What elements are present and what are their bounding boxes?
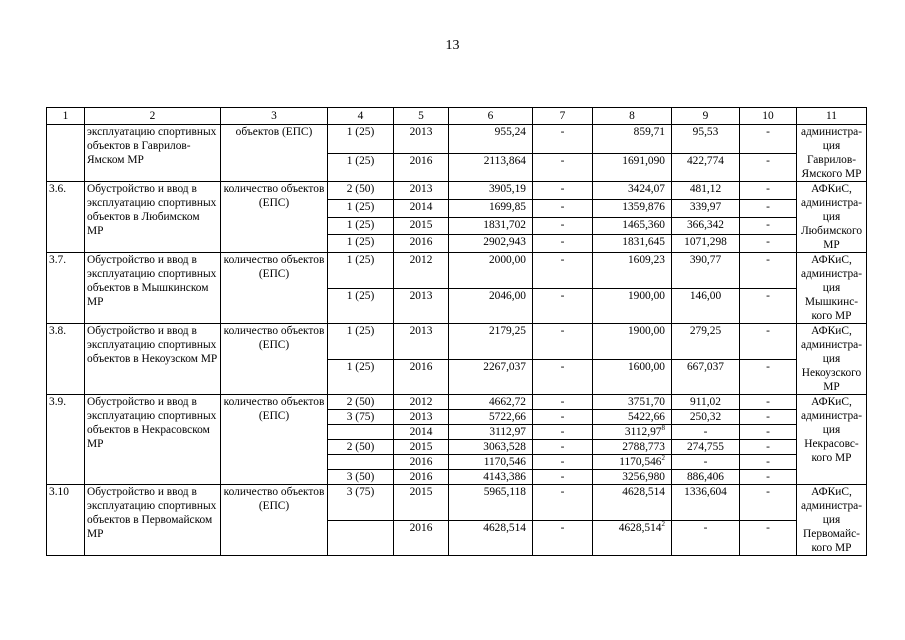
col8-cell bbox=[593, 235, 672, 253]
col9-cell: 1336,604 bbox=[672, 485, 740, 521]
col7-cell: - bbox=[533, 125, 593, 154]
quantity-cell: 1 (25) bbox=[328, 235, 394, 253]
col9-cell: - bbox=[672, 425, 740, 440]
total-cell: 2267,037 bbox=[449, 359, 533, 395]
indicator-name: количество объектов (ЕПС) bbox=[221, 253, 328, 324]
executor-cell: АФКиС, администра-ция Мышкинс-кого МР bbox=[797, 253, 867, 324]
column-number: 10 bbox=[740, 108, 797, 125]
year-cell: 2016 bbox=[394, 520, 449, 556]
col10-cell: - bbox=[740, 125, 797, 154]
col8-cell bbox=[593, 470, 672, 485]
col9-cell: 390,77 bbox=[672, 253, 740, 289]
indicator-name: количество объектов (ЕПС) bbox=[221, 485, 328, 556]
col10-cell: - bbox=[740, 440, 797, 455]
col8-value: 1600,00 bbox=[627, 360, 665, 373]
column-number: 7 bbox=[533, 108, 593, 125]
col10-cell: - bbox=[740, 217, 797, 235]
total-cell: 2179,25 bbox=[449, 324, 533, 360]
total-cell: 3112,97 bbox=[449, 425, 533, 440]
col9-cell: 274,755 bbox=[672, 440, 740, 455]
year-cell: 2013 bbox=[394, 125, 449, 154]
col8-cell bbox=[593, 182, 672, 200]
col7-cell: - bbox=[533, 199, 593, 217]
col8-cell bbox=[593, 217, 672, 235]
total-cell: 955,24 bbox=[449, 125, 533, 154]
total-cell: 1170,546 bbox=[449, 455, 533, 470]
col7-cell: - bbox=[533, 410, 593, 425]
col7-cell: - bbox=[533, 324, 593, 360]
col8-cell bbox=[593, 359, 672, 395]
col9-cell: 146,00 bbox=[672, 288, 740, 324]
quantity-cell bbox=[328, 455, 394, 470]
col7-cell: - bbox=[533, 253, 593, 289]
col9-cell: 886,406 bbox=[672, 470, 740, 485]
col8-value: 3112,97 bbox=[624, 426, 662, 438]
total-cell: 3063,528 bbox=[449, 440, 533, 455]
year-cell: 2013 bbox=[394, 324, 449, 360]
year-cell: 2012 bbox=[394, 395, 449, 410]
col8-cell bbox=[593, 253, 672, 289]
col8-value: 1609,23 bbox=[627, 254, 665, 266]
col10-cell: - bbox=[740, 470, 797, 485]
item-number: 3.6. bbox=[47, 182, 85, 253]
column-number: 3 bbox=[221, 108, 328, 125]
total-cell: 2000,00 bbox=[449, 253, 533, 289]
col8-value: 1170,546 bbox=[619, 456, 662, 468]
item-number: 3.7. bbox=[47, 253, 85, 324]
column-number: 4 bbox=[328, 108, 394, 125]
program-table bbox=[46, 107, 867, 556]
indicator-name: объектов (ЕПС) bbox=[221, 125, 328, 182]
col10-cell: - bbox=[740, 253, 797, 289]
col7-cell: - bbox=[533, 288, 593, 324]
col8-value: 1465,360 bbox=[622, 218, 665, 231]
col7-cell: - bbox=[533, 485, 593, 521]
executor-cell: АФКиС, администра-ция Любимского МР bbox=[797, 182, 867, 253]
col9-cell: 250,32 bbox=[672, 410, 740, 425]
quantity-cell: 3 (50) bbox=[328, 470, 394, 485]
table-row bbox=[47, 395, 867, 410]
col8-value: 1359,876 bbox=[622, 200, 665, 213]
col7-cell: - bbox=[533, 470, 593, 485]
col10-cell: - bbox=[740, 485, 797, 521]
column-number: 11 bbox=[797, 108, 867, 125]
total-cell: 2113,864 bbox=[449, 153, 533, 182]
col9-cell: 95,53 bbox=[672, 125, 740, 154]
total-cell: 3905,19 bbox=[449, 182, 533, 200]
col7-cell: - bbox=[533, 235, 593, 253]
col9-cell: 422,774 bbox=[672, 153, 740, 182]
col8-value: 1900,00 bbox=[627, 325, 665, 337]
year-cell: 2016 bbox=[394, 455, 449, 470]
col7-cell: - bbox=[533, 359, 593, 395]
col8-cell bbox=[593, 440, 672, 455]
col9-cell: 1071,298 bbox=[672, 235, 740, 253]
activity-name: Обустройство и ввод в эксплуатацию спортивных объектов в Некоузском МР bbox=[85, 324, 221, 395]
table-row bbox=[47, 324, 867, 360]
indicator-name: количество объектов (ЕПС) bbox=[221, 182, 328, 253]
activity-name: Обустройство и ввод в эксплуатацию спортивных объектов в Первомайском МР bbox=[85, 485, 221, 556]
col7-cell: - bbox=[533, 520, 593, 556]
total-cell: 2902,943 bbox=[449, 235, 533, 253]
col10-cell: - bbox=[740, 199, 797, 217]
col10-cell: - bbox=[740, 395, 797, 410]
total-cell: 5722,66 bbox=[449, 410, 533, 425]
quantity-cell: 2 (50) bbox=[328, 440, 394, 455]
col8-value: 1831,645 bbox=[622, 236, 665, 249]
executor-cell: АФКиС, администра-ция Первомайс-кого МР bbox=[797, 485, 867, 556]
col10-cell: - bbox=[740, 235, 797, 253]
total-cell: 4143,386 bbox=[449, 470, 533, 485]
executor-cell: АФКиС, администра-ция Некрасовс-кого МР bbox=[797, 395, 867, 485]
year-cell: 2014 bbox=[394, 199, 449, 217]
col10-cell: - bbox=[740, 359, 797, 395]
item-number: 3.9. bbox=[47, 395, 85, 485]
total-cell: 1699,85 bbox=[449, 199, 533, 217]
page-number: 13 bbox=[445, 38, 460, 53]
col8-cell bbox=[593, 125, 672, 154]
total-cell: 4628,514 bbox=[449, 520, 533, 556]
col7-cell: - bbox=[533, 182, 593, 200]
col8-value: 1691,090 bbox=[622, 154, 665, 167]
column-number-row bbox=[47, 108, 867, 125]
col8-cell bbox=[593, 324, 672, 360]
quantity-cell: 2 (50) bbox=[328, 182, 394, 200]
col9-cell: 667,037 bbox=[672, 359, 740, 395]
col8-cell bbox=[593, 425, 672, 440]
col7-cell: - bbox=[533, 440, 593, 455]
column-number: 5 bbox=[394, 108, 449, 125]
quantity-cell bbox=[328, 425, 394, 440]
year-cell: 2016 bbox=[394, 153, 449, 182]
quantity-cell: 1 (25) bbox=[328, 199, 394, 217]
table-row bbox=[47, 485, 867, 521]
executor-cell: администра-ция Гаврилов-Ямского МР bbox=[797, 125, 867, 182]
quantity-cell: 1 (25) bbox=[328, 125, 394, 154]
col10-cell: - bbox=[740, 153, 797, 182]
quantity-cell: 2 (50) bbox=[328, 395, 394, 410]
col7-cell: - bbox=[533, 455, 593, 470]
item-number: 3.10 bbox=[47, 485, 85, 556]
col8-cell bbox=[593, 485, 672, 521]
col10-cell: - bbox=[740, 288, 797, 324]
executor-cell: АФКиС, администра-ция Некоузского МР bbox=[797, 324, 867, 395]
year-cell: 2013 bbox=[394, 288, 449, 324]
quantity-cell: 3 (75) bbox=[328, 410, 394, 425]
col9-cell: - bbox=[672, 520, 740, 556]
footnote-mark: 2 bbox=[661, 519, 665, 528]
col8-value: 4628,514 bbox=[622, 486, 665, 498]
year-cell: 2015 bbox=[394, 485, 449, 521]
col10-cell: - bbox=[740, 455, 797, 470]
col7-cell: - bbox=[533, 153, 593, 182]
year-cell: 2014 bbox=[394, 425, 449, 440]
col8-cell bbox=[593, 410, 672, 425]
col8-value: 1900,00 bbox=[627, 289, 665, 302]
table-row bbox=[47, 182, 867, 200]
activity-name: Обустройство и ввод в эксплуатацию спортивных объектов в Мышкинском МР bbox=[85, 253, 221, 324]
col9-cell: - bbox=[672, 455, 740, 470]
col8-value: 2788,773 bbox=[622, 441, 665, 453]
col8-value: 859,71 bbox=[633, 126, 665, 138]
item-number bbox=[47, 125, 85, 182]
table-body bbox=[47, 125, 867, 556]
year-cell: 2015 bbox=[394, 217, 449, 235]
quantity-cell: 1 (25) bbox=[328, 324, 394, 360]
col8-cell bbox=[593, 455, 672, 470]
col8-value: 4628,514 bbox=[618, 521, 662, 534]
col7-cell: - bbox=[533, 395, 593, 410]
col8-value: 3751,70 bbox=[627, 396, 665, 408]
quantity-cell: 1 (25) bbox=[328, 153, 394, 182]
quantity-cell: 1 (25) bbox=[328, 253, 394, 289]
item-number: 3.8. bbox=[47, 324, 85, 395]
col10-cell: - bbox=[740, 324, 797, 360]
column-number: 1 bbox=[47, 108, 85, 125]
year-cell: 2012 bbox=[394, 253, 449, 289]
column-number: 8 bbox=[593, 108, 672, 125]
col9-cell: 481,12 bbox=[672, 182, 740, 200]
quantity-cell: 3 (75) bbox=[328, 485, 394, 521]
year-cell: 2016 bbox=[394, 359, 449, 395]
col9-cell: 279,25 bbox=[672, 324, 740, 360]
column-number: 6 bbox=[449, 108, 533, 125]
activity-name: эксплуатацию спортивных объектов в Гаврилов-Ямском МР bbox=[85, 125, 221, 182]
indicator-name: количество объектов (ЕПС) bbox=[221, 324, 328, 395]
year-cell: 2016 bbox=[394, 235, 449, 253]
activity-name: Обустройство и ввод в эксплуатацию спортивных объектов в Любимском МР bbox=[85, 182, 221, 253]
col9-cell: 366,342 bbox=[672, 217, 740, 235]
col8-cell bbox=[593, 288, 672, 324]
footnote-mark: 2 bbox=[661, 454, 665, 463]
col8-value: 3256,980 bbox=[622, 471, 665, 483]
col10-cell: - bbox=[740, 425, 797, 440]
year-cell: 2016 bbox=[394, 470, 449, 485]
table-row bbox=[47, 125, 867, 154]
column-number: 2 bbox=[85, 108, 221, 125]
col10-cell: - bbox=[740, 182, 797, 200]
total-cell: 4662,72 bbox=[449, 395, 533, 410]
col8-value: 3424,07 bbox=[627, 183, 665, 195]
col8-cell bbox=[593, 520, 672, 556]
col8-value: 5422,66 bbox=[627, 411, 665, 423]
total-cell: 5965,118 bbox=[449, 485, 533, 521]
year-cell: 2015 bbox=[394, 440, 449, 455]
quantity-cell: 1 (25) bbox=[328, 359, 394, 395]
column-number: 9 bbox=[672, 108, 740, 125]
total-cell: 1831,702 bbox=[449, 217, 533, 235]
table-row bbox=[47, 253, 867, 289]
indicator-name: количество объектов (ЕПС) bbox=[221, 395, 328, 485]
col10-cell: - bbox=[740, 410, 797, 425]
col8-cell bbox=[593, 395, 672, 410]
footnote-mark: 8 bbox=[661, 424, 665, 433]
col8-cell bbox=[593, 153, 672, 182]
year-cell: 2013 bbox=[394, 182, 449, 200]
col10-cell: - bbox=[740, 520, 797, 556]
quantity-cell: 1 (25) bbox=[328, 288, 394, 324]
col7-cell: - bbox=[533, 425, 593, 440]
year-cell: 2013 bbox=[394, 410, 449, 425]
col8-cell bbox=[593, 199, 672, 217]
total-cell: 2046,00 bbox=[449, 288, 533, 324]
col7-cell: - bbox=[533, 217, 593, 235]
quantity-cell: 1 (25) bbox=[328, 217, 394, 235]
activity-name: Обустройство и ввод в эксплуатацию спортивных объектов в Некрасовском МР bbox=[85, 395, 221, 485]
col9-cell: 339,97 bbox=[672, 199, 740, 217]
col9-cell: 911,02 bbox=[672, 395, 740, 410]
quantity-cell bbox=[328, 520, 394, 556]
